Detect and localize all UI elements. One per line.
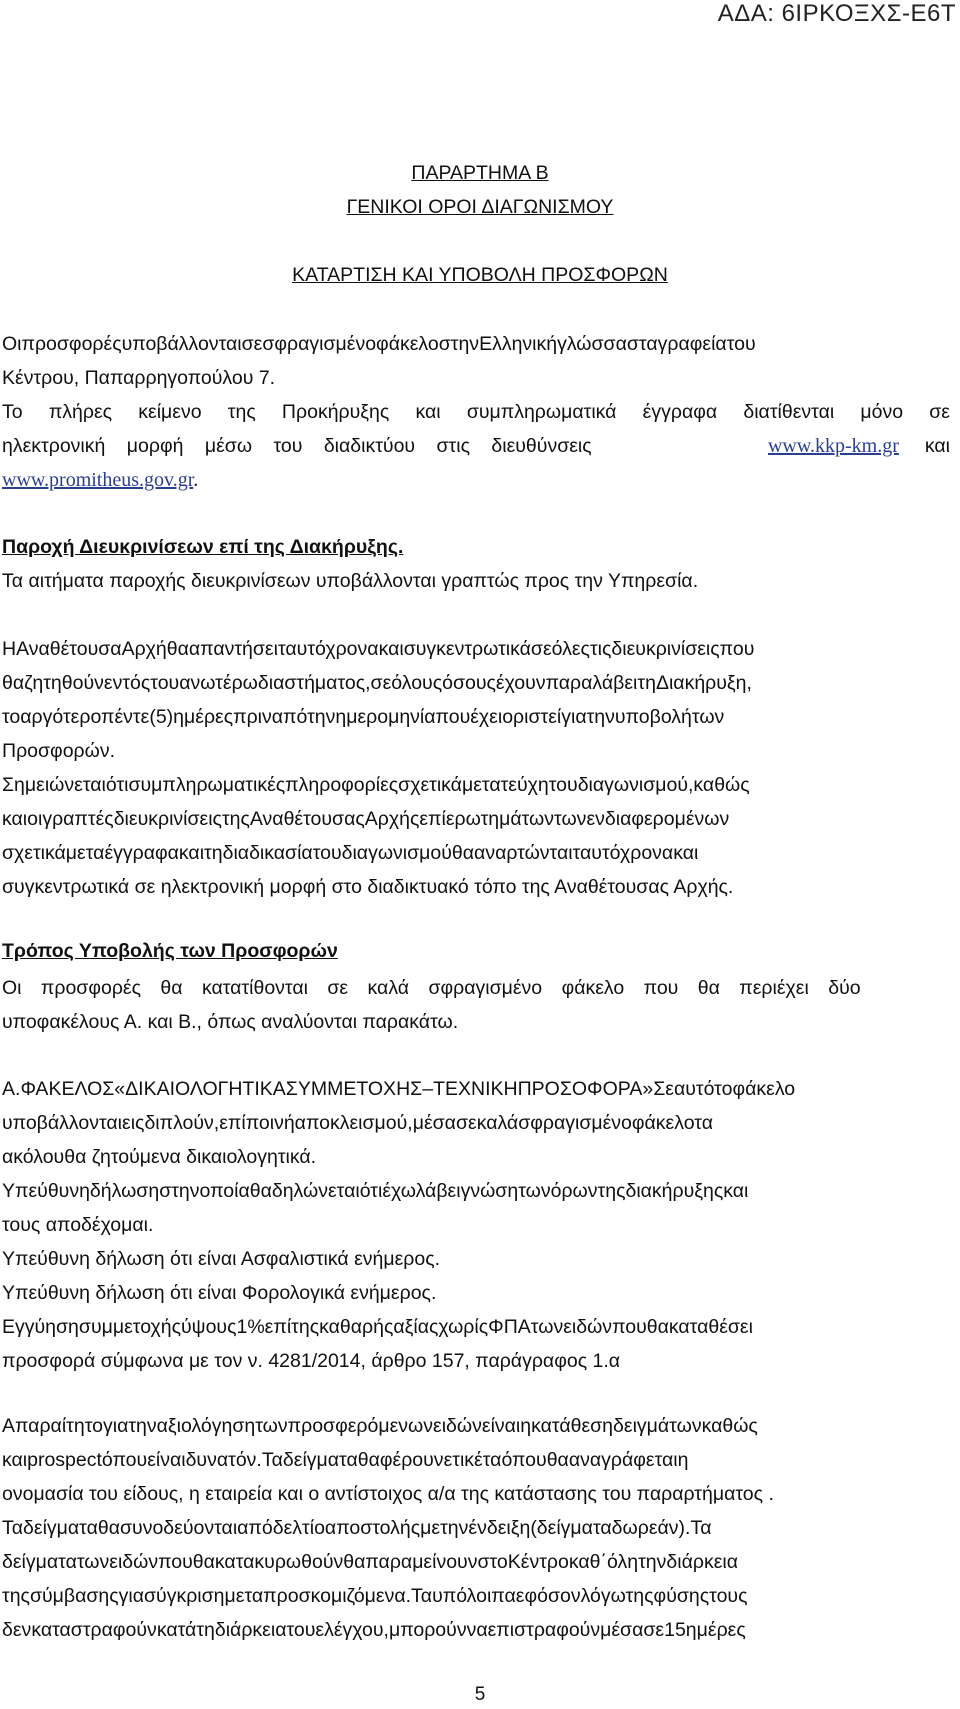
word: επιστραφούν [487,1619,601,1641]
word: σχετικά [2,842,66,864]
word: ζητηθούν [24,672,104,694]
word: ύψους [181,1316,237,1338]
word: πληροφορίες [285,774,399,796]
word: 1% [236,1316,265,1338]
word: διευκρινίσεις [113,808,222,830]
word: κατά [156,1619,197,1641]
word: τα [244,1585,264,1607]
word: ΦΑΚΕΛΟΣ [20,1078,115,1100]
word: κατακυρωθούν [214,1551,344,1573]
word: θα [192,1551,215,1573]
kkp-website-link[interactable]: www.kkp-km.gr [767,435,899,457]
text-line [2,327,950,361]
word: Διακήρυξη, [655,672,752,694]
word: για [102,1415,129,1437]
word: μέσα [412,1112,456,1134]
text-line: Υπεύθυνη δήλωση ότι είναι Ασφαλιστικά ενήμερος. [2,1248,441,1270]
word: της [625,1585,654,1607]
word: η [520,1415,532,1437]
word: διαδικασία [222,842,313,864]
text-line [2,1106,950,1140]
word: (5) [149,706,174,728]
word: παραμείνουν [365,1551,478,1573]
word: έχουν [495,672,546,694]
promitheus-website-link[interactable]: www.promitheus.gov.gr [2,469,194,491]
word: καταστραφούν [31,1619,157,1641]
word: του [726,333,756,355]
paragraph-submission-method [2,971,950,1039]
word: Τα [2,1517,24,1539]
word: Υπεύθυνη [2,1180,90,1202]
annex-title: ΠΑΡΑΡΤΗΜΑ Β [411,162,549,184]
word: αποστολής [324,1517,421,1539]
word: την [128,1415,157,1437]
word: η [677,1449,689,1471]
word: καθ [568,1551,601,1573]
word: τους [709,1585,748,1607]
word: ετικέτα [443,1449,502,1471]
word: τη [637,672,656,694]
word: ποινή [245,1112,295,1134]
word: Αναθέτουσα [16,638,122,660]
word: φάκελο [376,333,439,355]
word: στο [477,1551,508,1573]
word: σε [241,333,263,355]
word: Τα [690,1517,712,1539]
word: «ΔΙΚΑΙΟΛΟΓΗΤΙΚΑ [114,1078,286,1100]
word: έχει [470,706,503,728]
word: του [548,774,578,796]
paragraph-submission-location [2,327,950,395]
text-line [2,429,950,463]
word: κατάθεση [531,1415,614,1437]
word: ανωτέρω [179,672,258,694]
word: Τα [261,1449,283,1471]
word: υπόλοιπα [432,1585,516,1607]
clarifications-heading: Παροχή Διευκρινίσεων επί της Διακήρυξης. [2,536,404,558]
word: Αρχή [121,638,167,660]
page-number: 5 [474,1684,486,1705]
word: θα [546,1449,569,1471]
text-line: Οι προσφορές θα κατατίθονται σε καλά σφραγισμένο φάκελο που θα περιέχει δύο [2,977,861,999]
word: όπου [501,1449,547,1471]
word: Α. [2,1078,21,1100]
word: ειδών [433,1415,482,1437]
word: παραλάβει [545,672,638,694]
word: θα [97,1517,121,1539]
word: διευκρινίσεις [611,638,720,660]
word: σφραγισμένο [518,1112,632,1134]
submission-heading: Τρόπος Υποβολής των Προσφορών [2,940,338,962]
word: καθώς [693,774,750,796]
text-line [2,1443,950,1477]
word: για [118,1585,145,1607]
word: όλους [391,672,443,694]
word: γραφεία [657,333,727,355]
word: να [466,1619,488,1641]
word: διαστήματος, [257,672,371,694]
word: απαντήσει [188,638,278,660]
text-line: υποφακέλους Α. και Β., όπως αναλύονται παρακάτω. [2,1011,459,1033]
word: φύσης [653,1585,710,1607]
word: του [286,1619,316,1641]
word: Τα [411,1585,433,1607]
word: στην [438,333,480,355]
word: φέρουν [379,1449,444,1471]
word: που [435,706,471,728]
word: όσους [442,672,496,694]
word: όρων [550,1180,598,1202]
text-line: Το πλήρες κείμενο της Προκήρυξης και συμπληρωματικά έγγραφα διατίθενται μόνο σε [2,401,950,423]
word: Ελληνική [479,333,558,355]
text-line: προσφορά σύμφωνα με τον ν. 4281/2014, άρθρο 157, παράγραφος 1.α [2,1350,621,1372]
word: σύμβασης [29,1585,119,1607]
text-line [2,802,950,836]
word: ημερομηνία [335,706,436,728]
text-line [2,1072,950,1106]
word: θα [2,672,25,694]
text-line: Προσφορών. [2,740,116,762]
word: δυνατόν. [185,1449,262,1471]
text-line: ακόλουθα ζητούμενα δικαιολογητικά. [2,1146,317,1168]
paragraph-authority-answers [2,632,950,904]
word: το [2,706,21,728]
text-line: συγκεντρωτικά σε ηλεκτρονική μορφή στο διαδικτυακό τόπο της Αναθέτουσας Αρχής. [2,876,734,898]
word: συμμετοχής [78,1316,181,1338]
word: αργότερο [20,706,102,728]
word: φάκελο [631,1112,695,1134]
paragraph-samples [2,1409,950,1647]
word: εις [122,1112,145,1134]
word: ένδειξη [468,1517,531,1539]
word: σε [455,1112,477,1134]
word: σχετικά [398,774,462,796]
word: και [673,842,699,864]
word: δειγμάτων [613,1415,702,1437]
word: για [561,706,587,728]
word: οριστεί [502,706,562,728]
word: τα [85,842,105,864]
word: στα [626,333,658,355]
word: διπλούν, [144,1112,220,1134]
word: Αναθέτουσας [249,808,365,830]
period-text: . [193,469,199,491]
word: διαγωνισμού, [577,774,694,796]
word: θα [451,842,475,864]
text-line [2,1545,950,1579]
word: καθώς [701,1415,758,1437]
word: τα [694,1112,713,1134]
word: με [420,1517,441,1539]
word: συνοδεύονται [120,1517,238,1539]
word: όλες [551,638,590,660]
text-line: ονομασία του είδους, η εταιρεία και ο αντίστοιχος α/α της κατάστασης του παραρτήματος . [2,1483,774,1505]
word: γραπτές [42,808,114,830]
word: ότι [105,774,129,796]
word: συγκεντρωτικά [403,638,531,660]
text-line [2,463,950,497]
text-line: Υπεύθυνη δήλωση ότι είναι Φορολογικά ενήμερος. [2,1282,437,1304]
word: των [76,1551,110,1573]
word: σε [530,638,552,660]
text-line [2,768,950,802]
word: επί [219,1112,246,1134]
word: αποκλεισμού, [294,1112,413,1134]
word: την [440,1517,469,1539]
word: Κέντρο [507,1551,569,1573]
text-line: Κέντρου, Παπαρρηγοπούλου 7. [2,367,276,389]
word: διαγωνισμού [341,842,452,864]
word: των [518,1180,551,1202]
word: σφραγισμένο [262,333,377,355]
word: πριν [233,706,272,728]
word: ειδών [563,1316,613,1338]
word: ΠΡΟΣΟΦΟΡΑ» [517,1078,654,1100]
word: είναι [147,1449,186,1471]
word: διάρκεια [666,1551,738,1573]
word: θα [249,1180,272,1202]
conjunction-text: και [924,435,950,457]
word: τις [589,638,612,660]
word: Απαραίτητο [2,1415,103,1437]
word: λάβει [415,1180,461,1202]
word: καλά [476,1112,519,1134]
word: των [530,1316,564,1338]
word: και [2,1449,28,1471]
word: προσφορές [21,333,122,355]
word: ελέγχου, [315,1619,389,1641]
text-line [2,700,950,734]
word: της [291,1316,320,1338]
word: τη [204,842,223,864]
text-line [2,1174,950,1208]
word: –ΤΕΧΝΙΚΗ [422,1078,518,1100]
word: (δείγματα [530,1517,612,1539]
word: του [150,672,180,694]
word: prospect [27,1449,102,1471]
word: με [461,774,482,796]
word: που [158,1551,193,1573]
text-line [2,1579,950,1613]
word: ότι [359,1180,383,1202]
word: δείγματα [2,1551,77,1573]
word: ειδών [109,1551,159,1573]
word: εφόσον [515,1585,581,1607]
word: όπου [101,1449,148,1471]
word: της [221,808,250,830]
text-line [2,632,950,666]
word: δείγματα [23,1517,98,1539]
word: έγγραφα [104,842,179,864]
word: προσφερόμενων [287,1415,434,1437]
word: 15 [664,1619,686,1641]
word: και [2,808,28,830]
word: των [255,1415,288,1437]
word: από [237,1517,273,1539]
text-line [2,666,950,700]
clarifications-text [2,564,950,598]
word: συμπληρωματικές [128,774,286,796]
word: ΣΥΜΜΕΤΟΧΗΣ [285,1078,423,1100]
text-line: τους αποδέχομαι. [2,1214,154,1236]
word: σύγκριση [144,1585,225,1607]
text-line [2,1409,950,1443]
text-line [2,836,950,870]
word: δείγματα [282,1449,358,1471]
word: διάρκεια [214,1619,287,1641]
word: τα [481,774,501,796]
word: εντός [103,672,151,694]
word: δελτίο [272,1517,325,1539]
text-line: Τα αιτήματα παροχής διευκρινίσεων υποβάλλονται γραπτώς προς την Υπηρεσία. [2,570,699,592]
word: δεν [2,1619,32,1641]
word: δωρεάν). [611,1517,691,1539]
word: αξιολόγηση [156,1415,256,1437]
word: και [723,1180,749,1202]
word: μέσα [600,1619,644,1641]
word: επί [264,1316,292,1338]
word: ΄όλη [600,1551,639,1573]
word: έχω [382,1180,416,1202]
word: ταυτόχρονα [572,842,674,864]
word: υποβάλλονται [2,1112,123,1134]
word: και [378,638,404,660]
word: δήλωση [89,1180,160,1202]
link-group [768,429,950,463]
ada-code: ΑΔΑ: 6ΙΡΚΟΞΧΣ-Ε6Τ [717,0,956,27]
paragraph-electronic-access [2,395,950,497]
section-title: ΚΑΤΑΡΤΙΣΗ ΚΑΙ ΥΠΟΒΟΛΗ ΠΡΟΣΦΟΡΩΝ [292,264,668,286]
word: Σημειώνεται [2,774,106,796]
word: Οι [2,333,22,355]
word: την [307,706,336,728]
word: επί [419,808,446,830]
word: Σε [653,1078,674,1100]
word: με [65,842,86,864]
word: αναγράφεται [568,1449,678,1471]
word: γνώση [460,1180,519,1202]
word: Η [2,638,17,660]
text-line [2,1310,950,1344]
word: χωρίς [438,1316,489,1338]
word: που [719,638,755,660]
word: με [224,1585,245,1607]
word: τη [196,1619,215,1641]
word: γλώσσα [557,333,627,355]
word: δηλώνεται [271,1180,360,1202]
word: την [586,706,615,728]
word: το [714,1078,733,1100]
word: ερωτημάτων [445,808,555,830]
word: από [271,706,308,728]
word: τεύχη [500,774,549,796]
word: την [638,1551,667,1573]
word: των [554,808,587,830]
text-line [2,1511,950,1545]
word: θα [343,1551,366,1573]
word: φάκελο [732,1078,796,1100]
word: υποβολή [614,706,692,728]
paragraph-envelope-a [2,1072,950,1378]
word: προσκομιζόμενα. [263,1585,412,1607]
word: οι [27,808,43,830]
word: της [2,1585,30,1607]
word: ΦΠΑ [488,1316,531,1338]
word: αναρτώνται [474,842,573,864]
word: μπορούν [388,1619,467,1641]
word: και [178,842,205,864]
word: ενδιαφερομένων [586,808,730,830]
word: της [597,1180,626,1202]
word: είναι [481,1415,521,1437]
word: θα [357,1449,380,1471]
word: Εγγύηση [2,1316,79,1338]
word: αυτό [673,1078,715,1100]
word: πέντε [101,706,150,728]
word: ημέρες [173,706,234,728]
word: ταυτόχρονα [277,638,379,660]
word: στην [159,1180,200,1202]
text-fragment: ηλεκτρονική μορφή μέσω του διαδικτύου στις διευθύνσεις [2,435,592,457]
word: των [691,706,725,728]
word: θα [166,638,189,660]
word: καθαρής [319,1316,394,1338]
word: που [612,1316,647,1338]
word: διακήρυξης [625,1180,724,1202]
word: λόγω [580,1585,626,1607]
word: αξίας [393,1316,439,1338]
word: υποβάλλονται [121,333,242,355]
word: καταθέσει [668,1316,753,1338]
word: ημέρες [685,1619,746,1641]
text-line [2,1613,950,1647]
general-terms-title: ΓΕΝΙΚΟΙ ΟΡΟΙ ΔΙΑΓΩΝΙΣΜΟΥ [346,196,614,218]
word: του [312,842,342,864]
word: οποία [199,1180,250,1202]
word: σε [370,672,392,694]
word: σε [643,1619,665,1641]
word: θα [646,1316,669,1338]
word: Αρχής [364,808,420,830]
